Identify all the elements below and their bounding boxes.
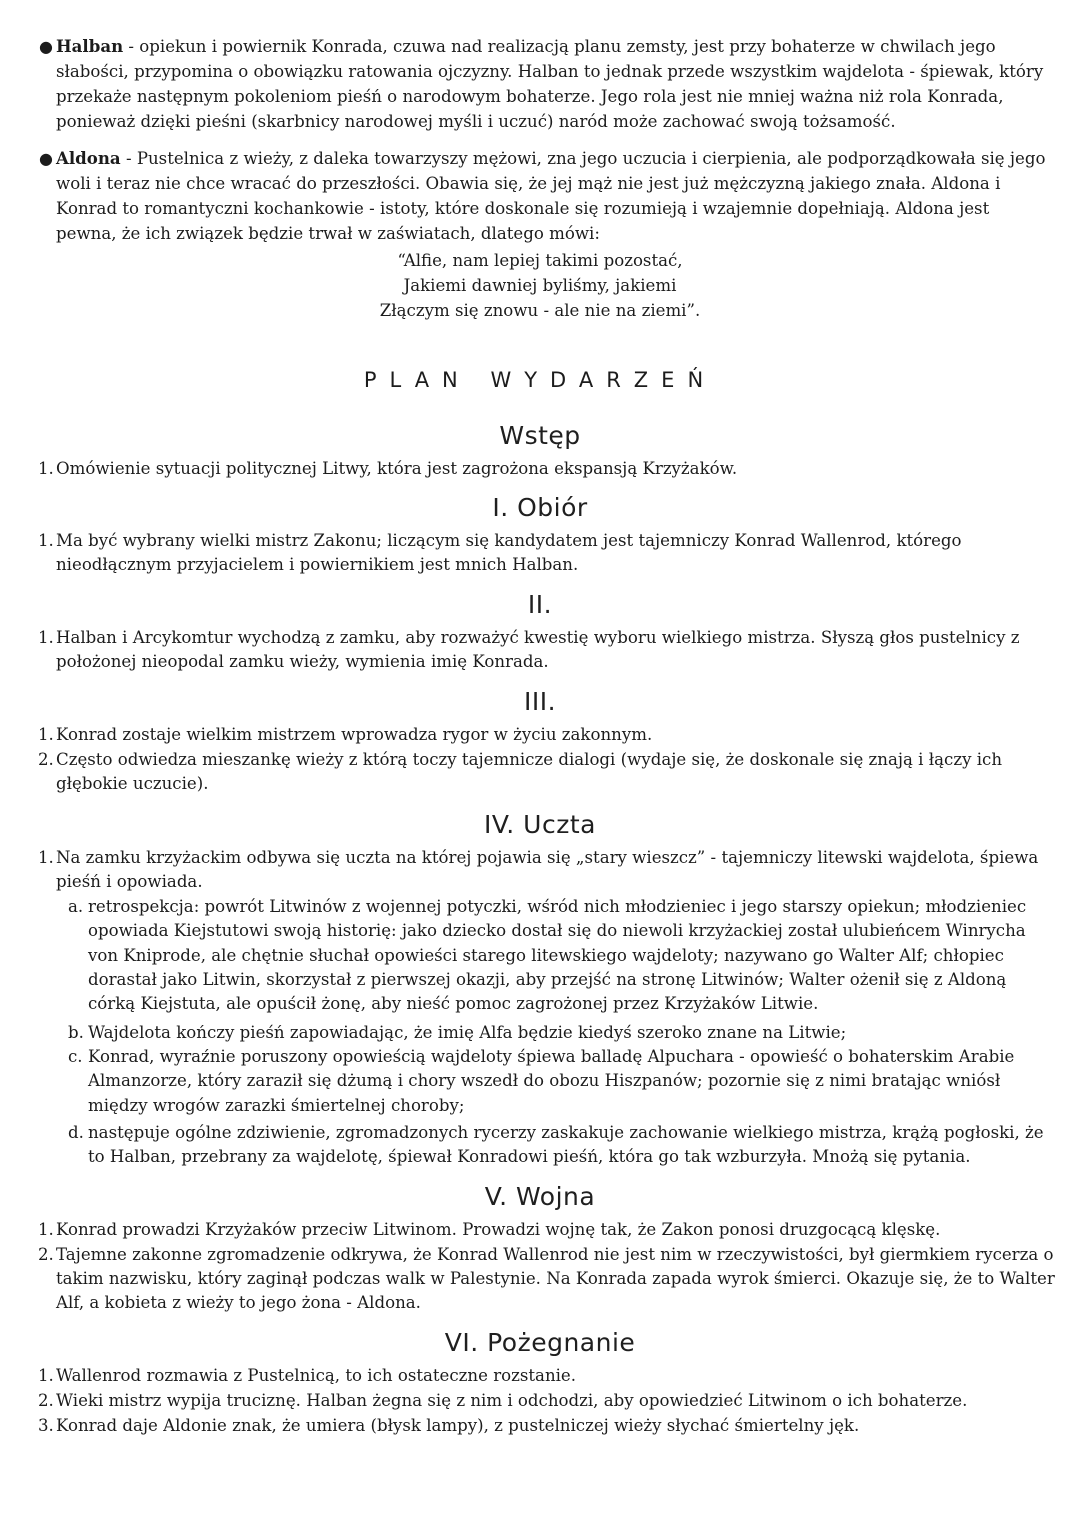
character-aldona bbox=[38, 146, 1048, 246]
list-item: 1. Konrad zostaje wielkim mistrzem wprowadza rygor w życiu zakonnym. bbox=[38, 725, 653, 744]
section-heading: V. Wojna bbox=[484, 1182, 596, 1211]
sub-list-item: c. Konrad, wyraźnie poruszony opowieścią wajdeloty śpiewa balladę Alpuchara - opowieść o bohaterskim Arabie Almanzorze, który zaraził się dżumą i chory wszedł do obozu Hiszpanów; pozornie się z nimi bratając wniósł między wrogów zarazki śmiertelnej choroby; bbox=[68, 1047, 1015, 1115]
quote-line: Złączym się znowu - ale nie na ziemi”. bbox=[379, 301, 701, 320]
sub-list-item: a. retrospekcja: powrót Litwinów z wojennej potyczki, wśród nich młodzieniec i jego starszy opiekun; młodzieniec opowiada Kiejstutowi swoją historię: jako dziecko dostał się do niewoli krzyżackiej został ulubieńcem Winrycha von Kniprode, ale chętnie słuchał opowieści starego litewskiego wajdeloty; nazywano go Walter Alf; chłopiec dorastał jako Litwin, skorzystał z pierwszej okazji, aby przejść na stronę Litwinów; Walter ożenił się z Aldoną córką Kiejstuta, ale opuścił żonę, aby nieść pomoc zagrożonej przez Krzyżaków Litwie. bbox=[68, 897, 1027, 1014]
list-item: 1. Wallenrod rozmawia z Pustelnicą, to ich ostateczne rozstanie. bbox=[38, 1366, 577, 1385]
sub-list-item: b. Wajdelota kończy pieśń zapowiadając, że imię Alfa będzie kiedyś szeroko znane na Litwie; bbox=[68, 1023, 847, 1042]
section-heading: Wstęp bbox=[499, 421, 581, 450]
list-item: 2. Często odwiedza mieszankę wieży z którą toczy tajemnicze dialogi (wydaje się, że doskonale się znają i łączy ich głębokie uczucie). bbox=[38, 750, 1003, 793]
list-item: 2. Tajemne zakonne zgromadzenie odkrywa, że Konrad Wallenrod nie jest nim w rzeczywistości, był giermkiem rycerza o takim nazwisku, który zaginął podczas walk w Palestynie. Na Konrada zapada wyrok śmierci. Okazuje się, że to Walter Alf, a kobieta z wieży to jego żona - Aldona. bbox=[38, 1245, 1055, 1312]
character-description: - Pustelnica z wieży, z daleka towarzyszy mężowi, zna jego uczucia i cierpienia, ale podporządkowała się jego woli i teraz nie chce wracać do przeszłości. Obawia się, że jej mąż nie jest już mężczyzną jakiego znała. Aldona i Konrad to romantyczni kochankowie - istoty, które doskonale się rozumieją i wzajemnie dopełniają. Aldona jest pewna, że ich związek będzie trwał w zaświatach, dlatego mówi: bbox=[56, 149, 1046, 243]
list-item: 1. Omówienie sytuacji politycznej Litwy, która jest zagrożona ekspansją Krzyżaków. bbox=[38, 459, 738, 478]
section-heading: VI. Pożegnanie bbox=[444, 1328, 636, 1357]
list-item: 3. Konrad daje Aldonie znak, że umiera (błysk lampy), z pustelniczej wieży słychać śmiertelny jęk. bbox=[38, 1416, 860, 1435]
character-description: - opiekun i powiernik Konrada, czuwa nad realizacją planu zemsty, jest przy bohaterze w chwilach jego słabości, przypomina o obowiązku ratowania ojczyzny. Halban to jednak przede wszystkim wajdelota - śpiewak, który przekaże następnym pokoleniom pieśń o narodowym bohaterze. Jego rola jest nie mniej ważna niż rola Konrada, ponieważ dzięki pieśni (skarbnicy narodowej myśli i uczuć) naród może zachować swoją tożsamość. bbox=[56, 37, 1044, 131]
list-item: 1. Halban i Arcykomtur wychodzą z zamku, aby rozważyć kwestię wyboru wielkiego mistrza. Słyszą głos pustelnicy z położonej nieopodal zamku wieży, wymienia imię Konrada. bbox=[38, 628, 1020, 671]
section-heading: IV. Uczta bbox=[484, 810, 596, 839]
character-name: Halban bbox=[56, 36, 124, 56]
section-heading: II. bbox=[527, 590, 553, 619]
bullet-icon: ● bbox=[39, 149, 53, 168]
section-heading: I. Obiór bbox=[492, 493, 588, 522]
list-item: 2. Wieki mistrz wypija truciznę. Halban żegna się z nim i odchodzi, aby opowiedzieć Litwinom o ich bohaterze. bbox=[38, 1391, 968, 1410]
plan-title: PLAN WYDARZEŃ bbox=[363, 368, 717, 392]
quote-line: Jakiemi dawniej byliśmy, jakiemi bbox=[403, 276, 677, 295]
quote-line: “Alfie, nam lepiej takimi pozostać, bbox=[397, 251, 683, 270]
section-heading: III. bbox=[523, 687, 557, 716]
list-item: 1. Ma być wybrany wielki mistrz Zakonu; liczącym się kandydatem jest tajemniczy Konrad Wallenrod, którego nieodłącznym przyjacielem i powiernikiem jest mnich Halban. bbox=[38, 531, 962, 574]
character-name: Aldona bbox=[56, 148, 121, 168]
character-halban bbox=[38, 34, 1048, 134]
sub-list-item: d. następuje ogólne zdziwienie, zgromadzonych rycerzy zaskakuje zachowanie wielkiego mistrza, krążą pogłoski, że to Halban, przebrany za wajdelotę, śpiewał Konradowi pieśń, która go tak wzburzyła. Mnożą się pytania. bbox=[68, 1123, 1044, 1167]
aldona-quote bbox=[0, 248, 1080, 323]
list-item: 1. Na zamku krzyżackim odbywa się uczta na której pojawia się „stary wieszcz” - tajemniczy litewski wajdelota, śpiewa pieśń i opowiada. bbox=[38, 848, 1039, 891]
bullet-icon: ● bbox=[39, 37, 53, 56]
list-item: 1. Konrad prowadzi Krzyżaków przeciw Litwinom. Prowadzi wojnę tak, że Zakon ponosi druzgocącą klęskę. bbox=[38, 1220, 941, 1239]
